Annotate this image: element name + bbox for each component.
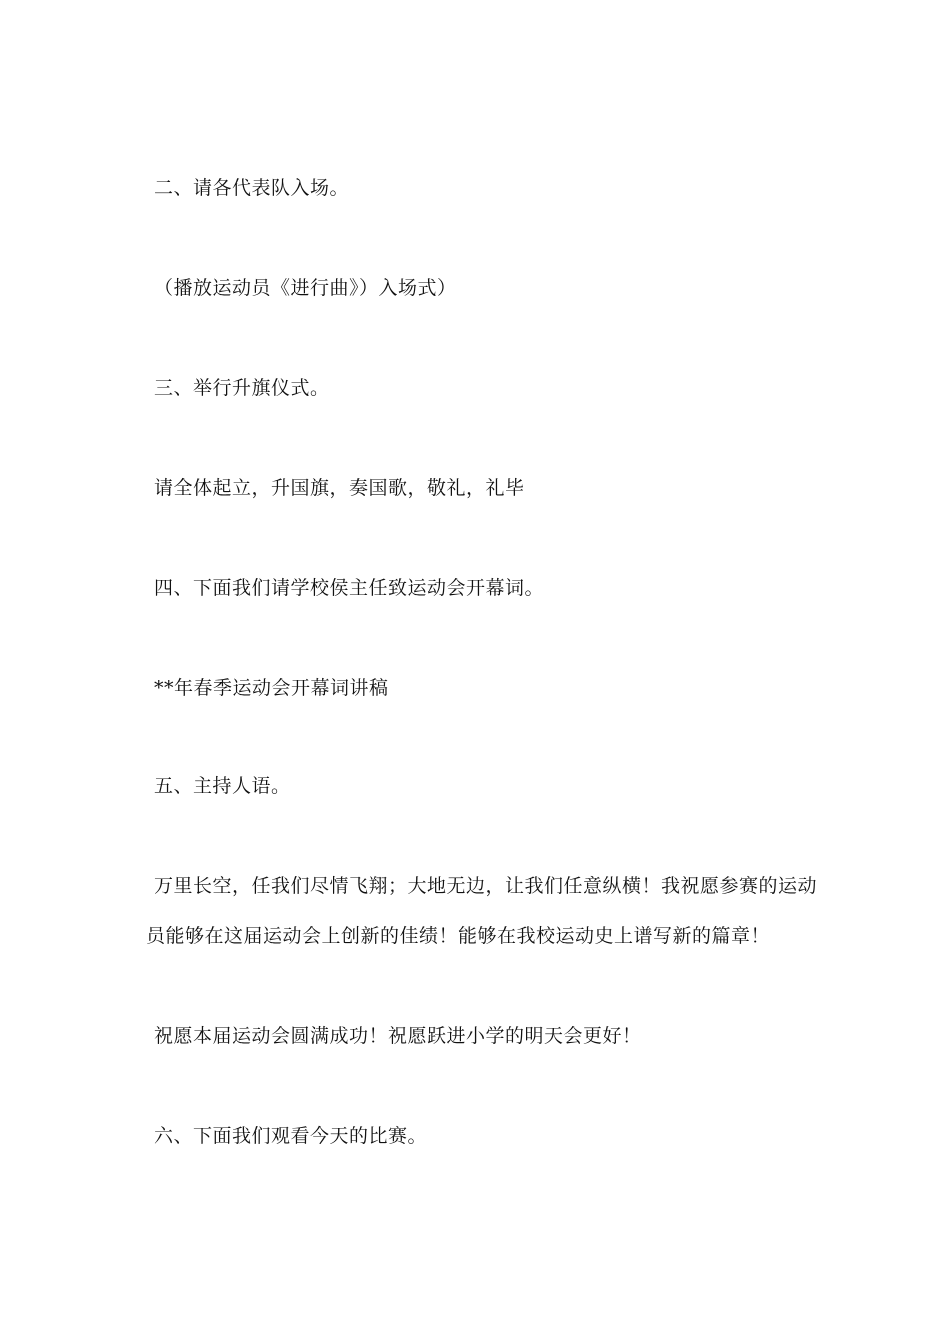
paragraph-march-music: （播放运动员《进行曲》）入场式） xyxy=(154,277,457,299)
section-heading-opening-speech: 四、下面我们请学校侯主任致运动会开幕词。 xyxy=(154,577,545,599)
section-heading-host: 五、主持人语。 xyxy=(154,775,291,797)
section-heading-competition: 六、下面我们观看今天的比赛。 xyxy=(154,1125,428,1147)
section-heading-enter: 二、请各代表队入场。 xyxy=(154,177,350,199)
paragraph-host-line-2: 员能够在这届运动会上创新的佳绩！能够在我校运动史上谱写新的篇章！ xyxy=(146,925,771,947)
paragraph-flag-ceremony: 请全体起立，升国旗，奏国歌，敬礼，礼毕 xyxy=(154,477,525,499)
paragraph-host-line-1: 万里长空，任我们尽情飞翔；大地无边，让我们任意纵横！我祝愿参赛的运动 xyxy=(154,875,818,897)
section-heading-flag: 三、举行升旗仪式。 xyxy=(154,377,330,399)
paragraph-wishes: 祝愿本届运动会圆满成功！祝愿跃进小学的明天会更好！ xyxy=(154,1025,642,1047)
paragraph-speech-title: **年春季运动会开幕词讲稿 xyxy=(154,677,389,699)
